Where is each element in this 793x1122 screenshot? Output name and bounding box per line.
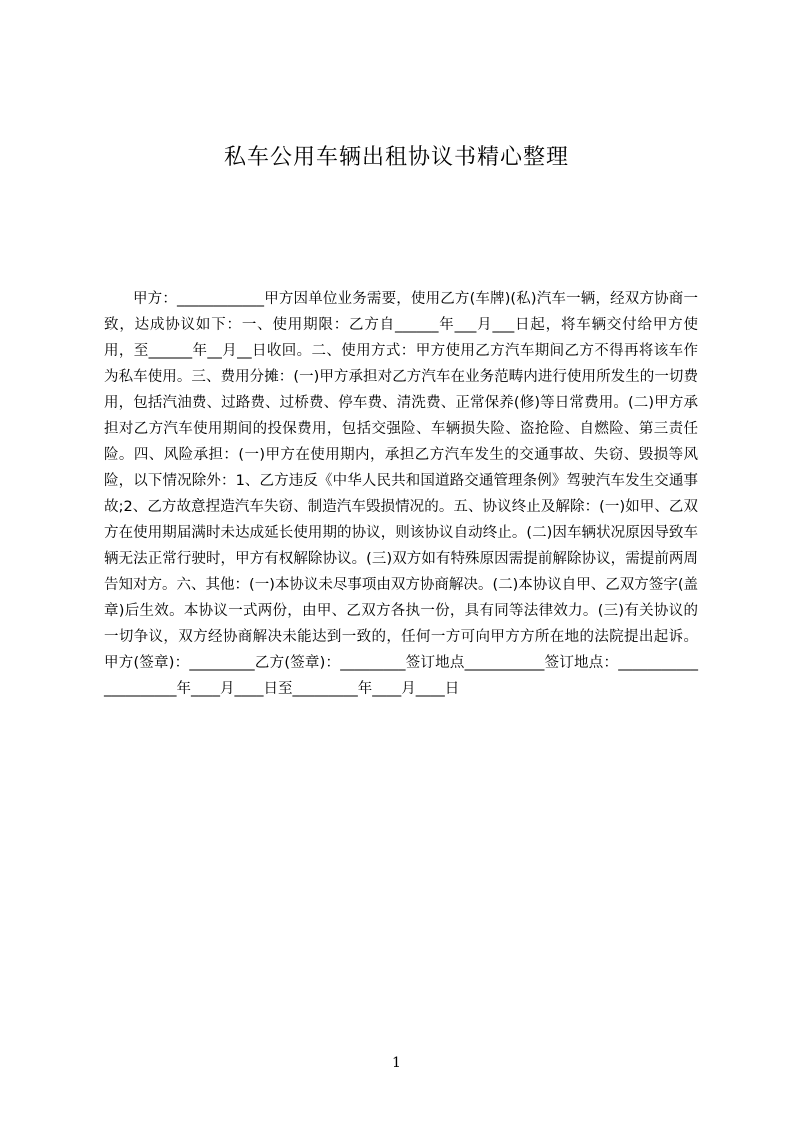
agreement-body-text: 甲方：____________甲方因单位业务需要，使用乙方(车牌)(私)汽车一辆，经双方协商一致，达成协议如下：一、使用期限：乙方自______年___月___日起，将车辆交付给甲方使用，至______年__月__日收回。二、使用方式：甲方使用乙方汽车期间乙方不得再将该车作为私车使用。三、费用分摊：(一)甲方承担对乙方汽车在业务范畴内进行使用所发生的一切费用，包括汽油费、过路费、过桥费、停车费、清洗费、正常保养(修)等日常费用。(二)甲方承担对乙方汽车使用期间的投保费用，包括交强险、车辆损失险、盗抢险、自燃险、第三责任险。四、风险承担：(一)甲方在使用期内，承担乙方汽车发生的交通事故、失窃、毁损等风险，以下情况除外：1、乙方违反《中华人民共和国道路交通管理条例》驾驶汽车发生交通事故;2、乙方故意捏造汽车失窃、制造汽车毁损情况的。五、协议终止及解除：(一)如甲、乙双方在使用期届满时未达成延长使用期的协议，则该协议自动终止。(二)因车辆状况原因导致车辆无法正常行驶时，甲方有权解除协议。(三)双方如有特殊原因需提前解除协议，需提前两周告知对方。六、其他：(一)本协议未尽事项由双方协商解决。(二)本协议自甲、乙双方签字(盖章)后生效。本协议一式两份，由甲、乙双方各执一份，具有同等法律效力。(三)有关协议的一切争议，双方经协商解决未能达到一致的，任何一方可向甲方方所在地的法院提出起诉。甲方(签章)：_________乙方(签章)：_________签订地点___________签订地点：_____________________年____月____日至_________年____月____日	[104, 291, 698, 697]
page-number: 1	[392, 1055, 401, 1071]
document-title: 私车公用车辆出租协议书精心整理	[223, 145, 569, 170]
